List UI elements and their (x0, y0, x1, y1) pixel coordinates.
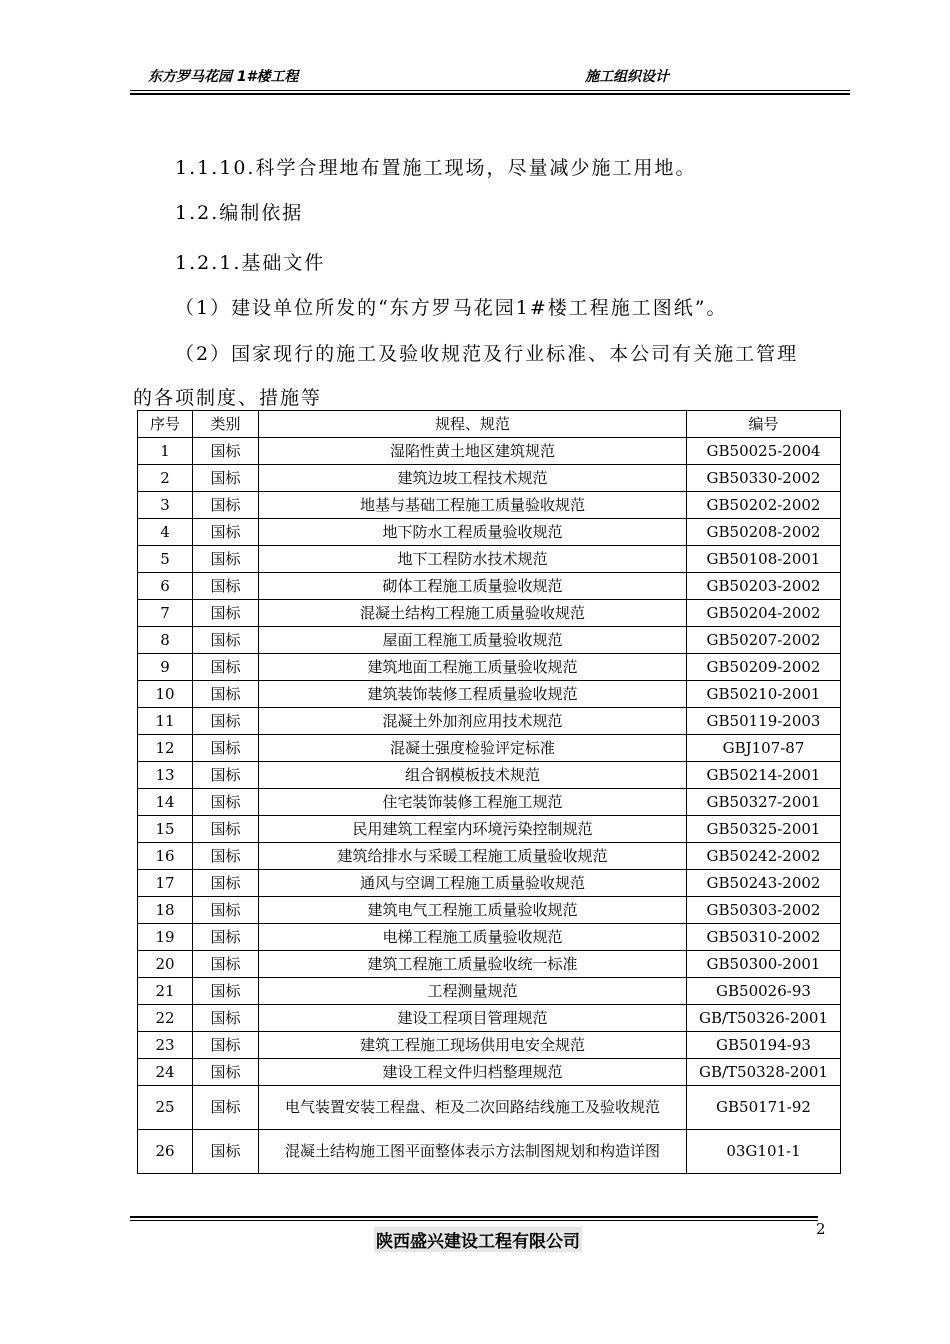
header-rule (130, 90, 850, 91)
cell-index: 21 (138, 978, 193, 1005)
cell-category: 国标 (193, 1005, 259, 1032)
cell-standard: 混凝土外加剂应用技术规范 (259, 708, 687, 735)
cell-index: 6 (138, 573, 193, 600)
cell-category: 国标 (193, 1059, 259, 1086)
cell-code: GB50108-2001 (687, 546, 841, 573)
cell-category: 国标 (193, 897, 259, 924)
table-row (138, 762, 841, 789)
cell-code: GB50119-2003 (687, 708, 841, 735)
cell-index: 8 (138, 627, 193, 654)
cell-standard: 电气装置安装工程盘、柜及二次回路结线施工及验收规范 (259, 1086, 687, 1130)
cell-category: 国标 (193, 573, 259, 600)
cell-standard: 民用建筑工程室内环境污染控制规范 (259, 816, 687, 843)
cell-category: 国标 (193, 708, 259, 735)
cell-category: 国标 (193, 465, 259, 492)
page-number: 2 (816, 1220, 826, 1238)
cell-code: GB50207-2002 (687, 627, 841, 654)
cell-code: GB50194-93 (687, 1032, 841, 1059)
paragraph-1-1-10: 1.1.10.科学合理地布置施工现场，尽量减少施工用地。 (175, 157, 697, 179)
cell-index: 14 (138, 789, 193, 816)
cell-category: 国标 (193, 735, 259, 762)
cell-index: 11 (138, 708, 193, 735)
cell-code: GB50209-2002 (687, 654, 841, 681)
cell-category: 国标 (193, 951, 259, 978)
cell-code: GB50242-2002 (687, 843, 841, 870)
table-row (138, 897, 841, 924)
table-row (138, 789, 841, 816)
cell-code: GB50243-2002 (687, 870, 841, 897)
table-row (138, 654, 841, 681)
cell-index: 17 (138, 870, 193, 897)
cell-standard: 地基与基础工程施工质量验收规范 (259, 492, 687, 519)
cell-index: 19 (138, 924, 193, 951)
header-rule-thick (130, 93, 850, 95)
cell-index: 2 (138, 465, 193, 492)
footer-company-name: 陕西盛兴建设工程有限公司 (374, 1227, 582, 1252)
cell-standard: 混凝土结构施工图平面整体表示方法制图规划和构造详图 (259, 1130, 687, 1174)
footer-rule-thick (130, 1216, 818, 1218)
cell-index: 22 (138, 1005, 193, 1032)
cell-code: GB50325-2001 (687, 816, 841, 843)
cell-standard: 建筑边坡工程技术规范 (259, 465, 687, 492)
cell-code: GB50202-2002 (687, 492, 841, 519)
paragraph-item-2: （2）国家现行的施工及验收规范及行业标准、本公司有关施工管理 (175, 343, 799, 365)
cell-code: GB/T50326-2001 (687, 1005, 841, 1032)
cell-category: 国标 (193, 1130, 259, 1174)
cell-index: 10 (138, 681, 193, 708)
cell-standard: 电梯工程施工质量验收规范 (259, 924, 687, 951)
cell-standard: 混凝土结构工程施工质量验收规范 (259, 600, 687, 627)
cell-code: GB50327-2001 (687, 789, 841, 816)
cell-code: GB50204-2002 (687, 600, 841, 627)
cell-index: 15 (138, 816, 193, 843)
table-row (138, 492, 841, 519)
cell-category: 国标 (193, 681, 259, 708)
cell-standard: 建设工程文件归档整理规范 (259, 1059, 687, 1086)
cell-standard: 工程测量规范 (259, 978, 687, 1005)
col-header-index: 序号 (138, 411, 193, 438)
header-project-title: 东方罗马花园 1#楼工程 (148, 69, 299, 85)
cell-code: GB50330-2002 (687, 465, 841, 492)
table-row (138, 1059, 841, 1086)
cell-category: 国标 (193, 870, 259, 897)
cell-index: 12 (138, 735, 193, 762)
cell-category: 国标 (193, 816, 259, 843)
standards-table (137, 410, 841, 1174)
table-row (138, 951, 841, 978)
table-row (138, 465, 841, 492)
cell-category: 国标 (193, 627, 259, 654)
table-row (138, 519, 841, 546)
cell-standard: 地下防水工程质量验收规范 (259, 519, 687, 546)
cell-index: 25 (138, 1086, 193, 1130)
table-row (138, 1130, 841, 1174)
col-header-code: 编号 (687, 411, 841, 438)
table-row (138, 870, 841, 897)
cell-code: GBJ107-87 (687, 735, 841, 762)
table-header-row (138, 411, 841, 438)
cell-code: GB50026-93 (687, 978, 841, 1005)
cell-index: 9 (138, 654, 193, 681)
cell-code: GB50171-92 (687, 1086, 841, 1130)
cell-category: 国标 (193, 546, 259, 573)
footer-rule (130, 1220, 818, 1221)
cell-standard: 砌体工程施工质量验收规范 (259, 573, 687, 600)
cell-index: 3 (138, 492, 193, 519)
cell-category: 国标 (193, 600, 259, 627)
cell-standard: 组合钢模板技术规范 (259, 762, 687, 789)
cell-category: 国标 (193, 789, 259, 816)
cell-standard: 湿陷性黄土地区建筑规范 (259, 438, 687, 465)
cell-category: 国标 (193, 978, 259, 1005)
cell-code: 03G101-1 (687, 1130, 841, 1174)
cell-index: 26 (138, 1130, 193, 1174)
table-row (138, 816, 841, 843)
cell-index: 24 (138, 1059, 193, 1086)
cell-standard: 建筑工程施工现场供用电安全规范 (259, 1032, 687, 1059)
cell-code: GB50303-2002 (687, 897, 841, 924)
cell-code: GB50210-2001 (687, 681, 841, 708)
heading-1-2-1: 1.2.1.基础文件 (175, 252, 326, 274)
cell-category: 国标 (193, 492, 259, 519)
cell-index: 7 (138, 600, 193, 627)
table-row (138, 1086, 841, 1130)
cell-category: 国标 (193, 654, 259, 681)
header-document-title: 施工组织设计 (585, 69, 669, 85)
paragraph-item-2-cont: 的各项制度、措施等 (133, 387, 323, 409)
cell-standard: 通风与空调工程施工质量验收规范 (259, 870, 687, 897)
cell-standard: 建筑电气工程施工质量验收规范 (259, 897, 687, 924)
cell-category: 国标 (193, 924, 259, 951)
heading-1-2: 1.2.编制依据 (175, 202, 304, 224)
cell-category: 国标 (193, 519, 259, 546)
table-row (138, 627, 841, 654)
cell-code: GB50310-2002 (687, 924, 841, 951)
cell-code: GB50203-2002 (687, 573, 841, 600)
cell-category: 国标 (193, 843, 259, 870)
cell-standard: 建筑地面工程施工质量验收规范 (259, 654, 687, 681)
cell-standard: 屋面工程施工质量验收规范 (259, 627, 687, 654)
table-row (138, 1005, 841, 1032)
cell-code: GB50025-2004 (687, 438, 841, 465)
cell-category: 国标 (193, 438, 259, 465)
col-header-category: 类别 (193, 411, 259, 438)
cell-code: GB50300-2001 (687, 951, 841, 978)
cell-code: GB50208-2002 (687, 519, 841, 546)
paragraph-item-1: （1）建设单位所发的“东方罗马花园1#楼工程施工图纸”。 (175, 297, 728, 319)
cell-code: GB50214-2001 (687, 762, 841, 789)
table-row (138, 681, 841, 708)
cell-index: 1 (138, 438, 193, 465)
cell-standard: 混凝土强度检验评定标准 (259, 735, 687, 762)
cell-code: GB/T50328-2001 (687, 1059, 841, 1086)
cell-category: 国标 (193, 762, 259, 789)
cell-index: 18 (138, 897, 193, 924)
cell-index: 20 (138, 951, 193, 978)
cell-index: 23 (138, 1032, 193, 1059)
table-row (138, 573, 841, 600)
table-row (138, 546, 841, 573)
table-row (138, 438, 841, 465)
table-row (138, 843, 841, 870)
cell-standard: 地下工程防水技术规范 (259, 546, 687, 573)
cell-standard: 建设工程项目管理规范 (259, 1005, 687, 1032)
table-row (138, 600, 841, 627)
cell-standard: 住宅装饰装修工程施工规范 (259, 789, 687, 816)
cell-index: 16 (138, 843, 193, 870)
cell-category: 国标 (193, 1032, 259, 1059)
cell-index: 4 (138, 519, 193, 546)
table-row (138, 924, 841, 951)
cell-standard: 建筑工程施工质量验收统一标准 (259, 951, 687, 978)
table-row (138, 1032, 841, 1059)
cell-index: 5 (138, 546, 193, 573)
table-row (138, 708, 841, 735)
cell-standard: 建筑装饰装修工程质量验收规范 (259, 681, 687, 708)
table-row (138, 735, 841, 762)
cell-standard: 建筑给排水与采暖工程施工质量验收规范 (259, 843, 687, 870)
table-row (138, 978, 841, 1005)
col-header-standard: 规程、规范 (259, 411, 687, 438)
cell-category: 国标 (193, 1086, 259, 1130)
cell-index: 13 (138, 762, 193, 789)
